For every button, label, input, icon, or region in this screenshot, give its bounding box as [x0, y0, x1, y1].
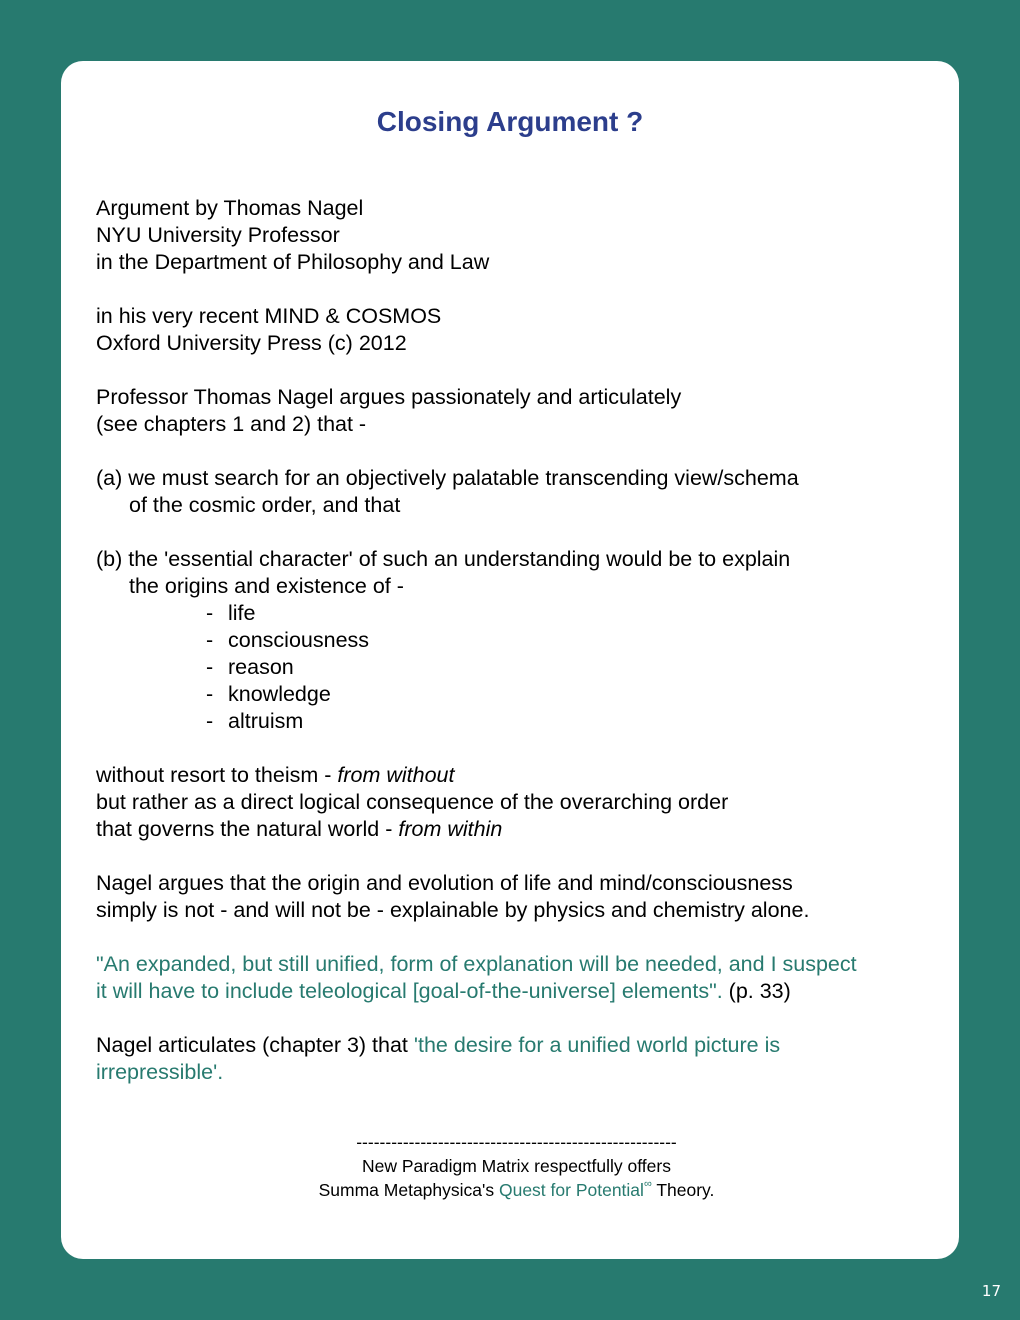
- bullet-dash: -: [206, 682, 214, 706]
- book-line: in his very recent MIND & COSMOS: [96, 304, 442, 328]
- list-item-label: consciousness: [228, 628, 370, 652]
- infinity-mark: ∞: [643, 1178, 652, 1190]
- point-a: (a) we must search for an objectively palatable transcending view/schema: [96, 466, 799, 490]
- book-line: Oxford University Press (c) 2012: [96, 331, 407, 355]
- footer-line: Summa Metaphysica's Quest for Potential∞ Theory.: [318, 1178, 715, 1200]
- list-item-label: altruism: [228, 709, 304, 733]
- point-a-continued: of the cosmic order, and that: [129, 493, 401, 517]
- point-b-continued: the origins and existence of -: [129, 574, 404, 598]
- footer: [0, 1130, 1020, 1202]
- footer-divider: -------------------------------------------------------: [356, 1132, 677, 1152]
- nagel-argues-line: Nagel argues that the origin and evolution of life and mind/consciousness: [96, 871, 793, 895]
- articulates-line: Nagel articulates (chapter 3) that 'the desire for a unified world picture is: [96, 1033, 781, 1057]
- bullet-dash: -: [206, 655, 214, 679]
- without-line: without resort to theism - from without: [96, 763, 455, 787]
- list-item: [96, 654, 946, 681]
- desire-quote-continued: irrepressible'.: [96, 1060, 224, 1084]
- governs-line: that governs the natural world - from within: [96, 817, 503, 841]
- list-item-label: reason: [228, 655, 294, 679]
- list-item: [96, 681, 946, 708]
- list-item: [96, 708, 946, 735]
- list-item: [96, 627, 946, 654]
- from-without-emphasis: from without: [337, 763, 455, 787]
- list-item-label: life: [228, 601, 256, 625]
- author-line: NYU University Professor: [96, 223, 340, 247]
- quote-line: "An expanded, but still unified, form of explanation will be needed, and I suspect: [96, 952, 857, 976]
- page-title: Closing Argument ?: [376, 106, 644, 137]
- author-line: Argument by Thomas Nagel: [96, 196, 364, 220]
- argument-intro: Professor Thomas Nagel argues passionately and articulately: [96, 385, 682, 409]
- list-item-label: knowledge: [228, 682, 331, 706]
- author-line: in the Department of Philosophy and Law: [96, 250, 490, 274]
- argument-intro: (see chapters 1 and 2) that -: [96, 412, 367, 436]
- page-citation: (p. 33): [722, 979, 791, 1003]
- from-within-emphasis: from within: [398, 817, 503, 841]
- rather-line: but rather as a direct logical consequence of the overarching order: [96, 790, 729, 814]
- bullet-dash: -: [206, 601, 214, 625]
- quote-line-with-citation: it will have to include teleological [goal-of-the-universe] elements". (p. 33): [96, 979, 791, 1003]
- desire-quote: 'the desire for a unified world picture is: [413, 1033, 781, 1057]
- bullet-dash: -: [206, 628, 214, 652]
- bullet-dash: -: [206, 709, 214, 733]
- nagel-argues-line: simply is not - and will not be - explainable by physics and chemistry alone.: [96, 898, 810, 922]
- list-item: [96, 600, 946, 627]
- page-number: 17: [981, 1282, 1001, 1300]
- quest-for-potential-link: Quest for Potential: [498, 1180, 644, 1200]
- main-content: [96, 195, 946, 1086]
- point-b: (b) the 'essential character' of such an understanding would be to explain: [96, 547, 791, 571]
- footer-line: New Paradigm Matrix respectfully offers: [362, 1156, 671, 1176]
